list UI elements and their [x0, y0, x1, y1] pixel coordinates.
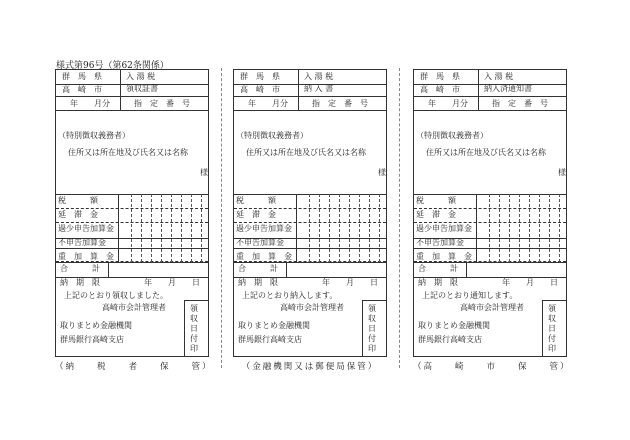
amount-row-label: 延 滞 金 — [416, 210, 456, 219]
deadline-date: 年 月 日 — [144, 278, 200, 287]
year-month-label: 年 月分 — [70, 99, 110, 108]
amount-row-label: 重 加 算 金 — [416, 252, 472, 261]
rule-line — [234, 194, 386, 195]
header-divider — [298, 96, 299, 110]
city-label: 高 崎 市 — [420, 85, 460, 94]
stamp-char: 領 — [368, 304, 376, 313]
digit-column — [489, 194, 490, 262]
amount-label-divider — [476, 194, 477, 262]
receipt-stamp-label — [547, 304, 557, 354]
rule-line — [234, 248, 386, 249]
header-divider — [120, 70, 121, 96]
header-divider — [478, 96, 479, 110]
rule-line — [56, 262, 208, 263]
stamp-box-left — [184, 300, 185, 356]
special-taxpayer-label: （特別徴収義務者） — [58, 131, 130, 140]
copy-holder-footer: （納 税 者 保 管） — [55, 362, 213, 372]
year-month-label: 年 月分 — [248, 99, 288, 108]
amount-row-label: 延 滞 金 — [236, 210, 276, 219]
header-divider — [298, 70, 299, 96]
stamp-char: 領 — [548, 304, 556, 313]
stamp-box-top — [184, 300, 208, 301]
special-taxpayer-label: （特別徴収義務者） — [416, 131, 488, 140]
header-divider — [478, 70, 479, 96]
digit-column — [379, 194, 380, 262]
stamp-char: 日 — [368, 324, 376, 333]
document-title: 納入済通知書 — [484, 84, 532, 93]
document-title: 領収証書 — [126, 84, 158, 93]
rule-line — [234, 110, 386, 111]
deadline-label: 納 期 限 — [418, 278, 458, 287]
deadline-label: 納 期 限 — [60, 278, 100, 287]
row-rule — [414, 222, 566, 223]
rule-line — [414, 110, 566, 111]
rule-line — [414, 262, 566, 263]
city-label: 高 崎 市 — [62, 85, 102, 94]
document-title: 納 入 書 — [304, 84, 334, 93]
form-id: 様式第96号（第62条関係） — [56, 61, 169, 71]
copy-holder-footer: （高 崎 市 保 管） — [413, 362, 571, 372]
digit-column — [349, 194, 350, 262]
statement-text: 上記のとおり通知します。 — [422, 291, 518, 300]
deadline-divider — [108, 262, 109, 277]
stamp-char: 収 — [368, 314, 376, 323]
special-taxpayer-label: （特別徴収義務者） — [236, 131, 308, 140]
digit-column — [339, 194, 340, 262]
amount-row-label: 不申告加算金 — [58, 238, 106, 247]
digit-column — [319, 194, 320, 262]
prefecture-label: 群 馬 県 — [420, 72, 460, 81]
stamp-char: 収 — [190, 314, 198, 323]
deadline-date: 年 月 日 — [322, 278, 378, 287]
digit-column — [171, 194, 172, 262]
total-label: 合 計 — [238, 264, 278, 273]
digit-column — [369, 194, 370, 262]
amount-row-label: 不申告加算金 — [236, 238, 284, 247]
stamp-char: 付 — [190, 334, 198, 343]
amount-row-label: 過少申告加算金 — [236, 224, 292, 233]
stamp-char: 収 — [548, 314, 556, 323]
statement-text: 上記のとおり領収しました。 — [64, 291, 168, 300]
digit-column — [499, 194, 500, 262]
digit-column — [181, 194, 182, 262]
digit-column — [509, 194, 510, 262]
tax-title: 入 湯 税 — [484, 72, 514, 81]
stamp-box-left — [542, 300, 543, 356]
receipt-panel — [413, 69, 567, 357]
city-label: 高 崎 市 — [240, 85, 280, 94]
digit-column — [559, 194, 560, 262]
amount-row-label: 不申告加算金 — [416, 238, 464, 247]
rule-line — [56, 110, 208, 111]
header-divider — [120, 96, 121, 110]
prefecture-label: 群 馬 県 — [62, 72, 102, 81]
amount-row-label: 過少申告加算金 — [416, 224, 472, 233]
year-month-label: 年 月分 — [428, 99, 468, 108]
digit-column — [191, 194, 192, 262]
rule-line — [56, 248, 208, 249]
digit-column — [549, 194, 550, 262]
designation-number-label: 指 定 番 号 — [312, 99, 368, 108]
stamp-box-left — [362, 300, 363, 356]
rule-line — [414, 96, 566, 97]
agency-label: 取りまとめ金融機関 — [238, 321, 310, 330]
stamp-char: 印 — [368, 344, 376, 353]
digit-column — [519, 194, 520, 262]
amount-label-divider — [118, 194, 119, 262]
prefecture-label: 群 馬 県 — [240, 72, 280, 81]
agency-label: 取りまとめ金融機関 — [418, 321, 490, 330]
officer-label: 高崎市会計管理者 — [280, 303, 344, 312]
row-rule — [234, 222, 386, 223]
digit-column — [529, 194, 530, 262]
agency-branch: 群馬銀行高崎支店 — [238, 335, 302, 344]
amount-row-label: 税 額 — [58, 196, 98, 205]
amount-row-label: 重 加 算 金 — [236, 252, 292, 261]
stamp-char: 日 — [190, 324, 198, 333]
copy-holder-footer: （金融機関又は郵便局保管） — [241, 362, 379, 372]
deadline-divider — [286, 262, 287, 277]
deadline-label: 納 期 限 — [238, 278, 278, 287]
digit-column — [151, 194, 152, 262]
cut-line — [399, 68, 400, 368]
digit-column — [359, 194, 360, 262]
designation-number-label: 指 定 番 号 — [134, 99, 190, 108]
amount-row-label: 過少申告加算金 — [58, 224, 114, 233]
tax-title: 入 湯 税 — [126, 72, 156, 81]
digit-column — [141, 194, 142, 262]
designation-number-label: 指 定 番 号 — [492, 99, 548, 108]
digit-column — [131, 194, 132, 262]
address-name-label: 住所又は所在地及び氏名又は名称 — [426, 148, 546, 157]
row-rule — [234, 208, 386, 209]
officer-label: 高崎市会計管理者 — [102, 303, 166, 312]
total-label: 合 計 — [60, 264, 100, 273]
sama-label: 様 — [558, 168, 566, 177]
rule-line — [414, 194, 566, 195]
digit-column — [201, 194, 202, 262]
sama-label: 様 — [378, 168, 386, 177]
agency-label: 取りまとめ金融機関 — [60, 321, 132, 330]
address-name-label: 住所又は所在地及び氏名又は名称 — [68, 148, 188, 157]
agency-branch: 群馬銀行高崎支店 — [418, 335, 482, 344]
receipt-panel — [233, 69, 387, 357]
receipt-stamp-label — [189, 304, 199, 354]
rule-line — [234, 96, 386, 97]
sama-label: 様 — [200, 168, 208, 177]
tax-title: 入 湯 税 — [304, 72, 334, 81]
row-rule — [414, 208, 566, 209]
deadline-date: 年 月 日 — [502, 278, 558, 287]
agency-branch: 群馬銀行高崎支店 — [60, 335, 124, 344]
digit-column — [161, 194, 162, 262]
digit-column — [309, 194, 310, 262]
amount-row-label: 重 加 算 金 — [58, 252, 114, 261]
amount-row-label: 延 滞 金 — [58, 210, 98, 219]
cut-line — [221, 68, 222, 368]
receipt-panel — [55, 69, 209, 357]
stamp-char: 日 — [548, 324, 556, 333]
stamp-box-top — [362, 300, 386, 301]
row-rule — [56, 208, 208, 209]
rule-line — [234, 262, 386, 263]
stamp-char: 付 — [368, 334, 376, 343]
stamp-char: 印 — [548, 344, 556, 353]
deadline-divider — [466, 262, 467, 277]
total-label: 合 計 — [418, 264, 458, 273]
digit-column — [539, 194, 540, 262]
amount-row-label: 税 額 — [236, 196, 276, 205]
officer-label: 高崎市会計管理者 — [460, 303, 524, 312]
rule-line — [56, 194, 208, 195]
stamp-char: 領 — [190, 304, 198, 313]
row-rule — [56, 222, 208, 223]
digit-column — [329, 194, 330, 262]
rule-line — [414, 248, 566, 249]
statement-text: 上記のとおり納入します。 — [242, 291, 338, 300]
amount-label-divider — [296, 194, 297, 262]
address-name-label: 住所又は所在地及び氏名又は名称 — [246, 148, 366, 157]
receipt-stamp-label — [367, 304, 377, 354]
rule-line — [56, 96, 208, 97]
stamp-char: 印 — [190, 344, 198, 353]
stamp-char: 付 — [548, 334, 556, 343]
stamp-box-top — [542, 300, 566, 301]
amount-row-label: 税 額 — [416, 196, 456, 205]
